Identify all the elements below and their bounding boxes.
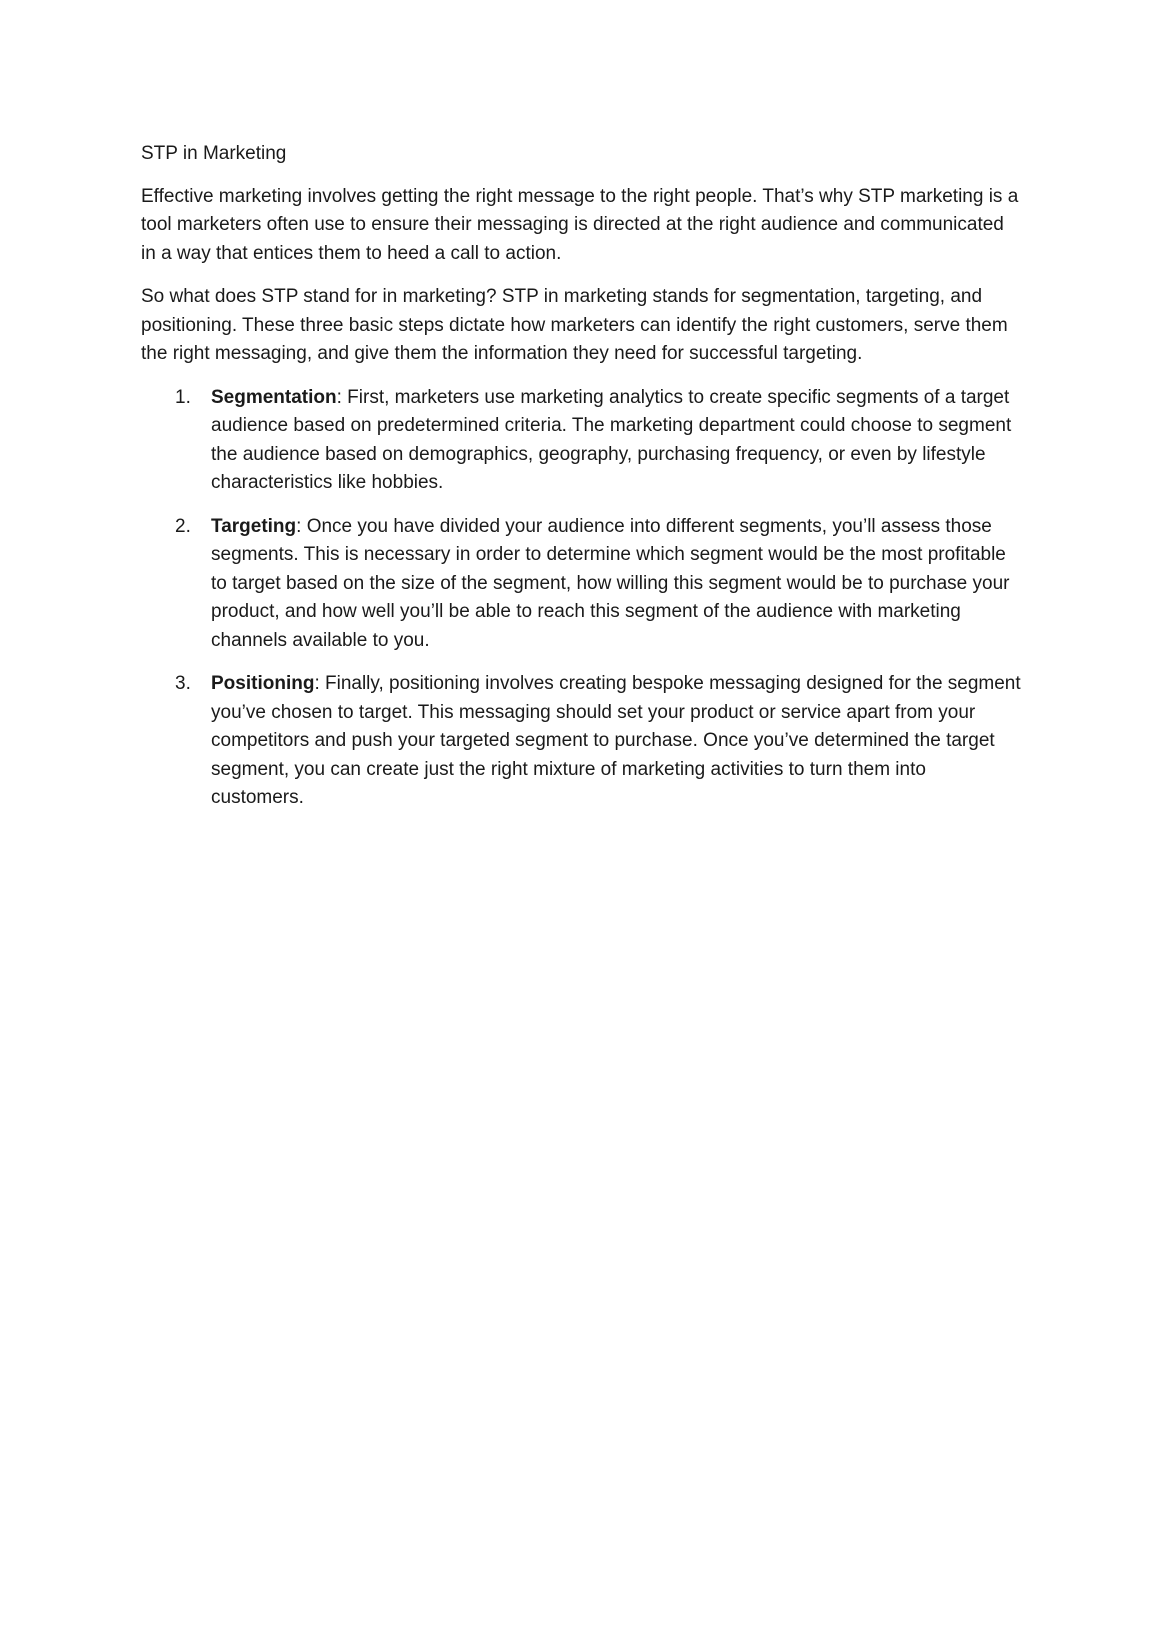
stp-steps-list [141, 384, 1021, 813]
list-item [141, 384, 1021, 498]
document-title: STP in Marketing [141, 143, 287, 164]
intro-paragraph: Effective marketing involves getting the right message to the right people. That’s why STP marketing is a tool marketers often use to ensure their messaging is directed at the right audience and communicated in a way that entices them to heed a call to action. [141, 185, 1019, 264]
list-item-text: : First, marketers use marketing analytics to create specific segments of a target audience based on predetermined criteria. The marketing department could choose to segment the audience based on demographics, geography, purchasing frequency, or even by lifestyle characteristics like hobbies. [211, 386, 1012, 493]
list-item-number: 1. [175, 386, 191, 408]
list-item-number: 2. [175, 515, 191, 537]
stp-definition-paragraph: So what does STP stand for in marketing? STP in marketing stands for segmentation, targeting, and positioning. These three basic steps dictate how marketers can identify the right customers, serve them the right messaging, and give them the information they need for successful targeting. [141, 286, 1008, 364]
list-item [141, 513, 1021, 656]
document-body [141, 140, 1021, 828]
list-item-text: : Finally, positioning involves creating bespoke messaging designed for the segment you’ve chosen to target. This messaging should set your product or service apart from your competitors and push your targeted segment to purchase. Once you’ve determined the target segment, you can create just the right mixture of marketing activities to turn them into customers. [211, 673, 1021, 808]
list-item-term: Segmentation [211, 386, 337, 408]
list-item-term: Targeting [211, 515, 297, 537]
list-item-term: Positioning [211, 673, 315, 694]
list-item-text: : Once you have divided your audience into different segments, you’ll assess those segments. This is necessary in order to determine which segment would be the most profitable to target based on the size of the segment, how willing this segment would be to purchase your product, and how well you’ll be able to reach this segment of the audience with marketing channels available to you. [211, 515, 1010, 651]
list-item-number: 3. [175, 673, 191, 694]
list-item [141, 670, 1021, 813]
